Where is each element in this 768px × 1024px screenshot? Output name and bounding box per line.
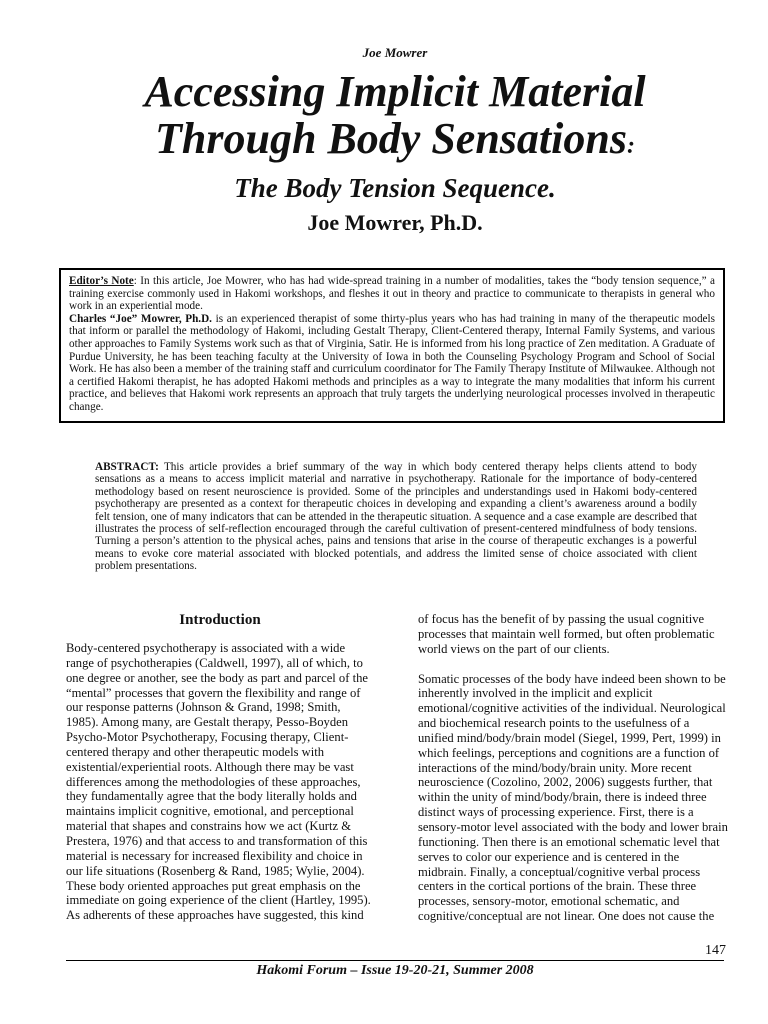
body-paragraph: of focus has the benefit of by passing the usual cognitive processes that maintain well formed, but often problematic world views on the part of our clients. xyxy=(418,612,715,656)
author-byline: Joe Mowrer, Ph.D. xyxy=(307,210,483,235)
author-bio-paragraph xyxy=(69,313,715,414)
article-title xyxy=(0,68,768,170)
editors-note-label-colon: : xyxy=(133,275,137,287)
title-line-2-text: Through Body Sensations xyxy=(155,114,627,163)
title-line-1: Accessing Implicit Material xyxy=(144,67,646,116)
body-paragraph: Body-centered psychotherapy is associated with a wide range of psychotherapies (Caldwell, 1997), all of which, to one degree or another, see the body as part and parcel of the “mental” processes that govern the flexibility and range of our response patterns (Johnson & Grand, 1998; Smith, 1985). Among many, are Gestalt therapy, Pesso-Boyden Psycho-Motor Psychotherapy, Focusing therapy, Client-centered therapy and other therapeutic models with existential/experiential roots. Although there may be vast differences among the methodologies of these approaches, they fundamentally agree that the body literally holds and maintains implicit cognitive, emotional, and perceptional material that shapes and constrains how we act (Kurtz & Prestera, 1976) and that access to and transformation of this material is necessary for increased flexibility and choice in our life situations (Rosenberg & Rand, 1985; Wylie, 2004). These body oriented approaches put great emphasis on the immediate on going experience of the client (Hartley, 1995). As adherents of these approaches have suggested, this kind xyxy=(66,641,371,923)
editors-note-box xyxy=(59,268,725,423)
page-number: 147 xyxy=(705,943,726,958)
running-author: Joe Mowrer xyxy=(362,45,428,60)
title-line-2 xyxy=(0,115,768,170)
body-column-left xyxy=(66,641,376,923)
editors-note-label: Editor’s Note xyxy=(69,275,134,287)
editors-note-paragraph xyxy=(69,275,715,313)
abstract-label: ABSTRACT: xyxy=(95,461,159,473)
article-subtitle: The Body Tension Sequence. xyxy=(234,173,556,203)
abstract-text: This article provides a brief summary of the way in which body centered therapy helps clients attend to body sensations as a means to access implicit material and narrative in psychotherapy. Rationale for the importance of body-centered methodology based on resent neuroscience is provided. Some of the principles and understandings used in Hakomi body-centered psychotherapy are presented as a context for therapeutic choices in developing and expanding a client’s awareness around a bodily felt tension, one of many indicators that can be attended in the therapeutic situation. A sequence and a case example are described that illustrates the process of self-reflection encouraged through the careful cultivation of present-centered mindfulness of body tensions. Turning a person’s attention to the physical aches, pains and tensions that arise in the course of therapeutic exchanges is a powerful means to evoke core material associated with blocked potentials, and address the limited sense of choice associated with client problem presentations. xyxy=(95,461,697,573)
abstract-paragraph xyxy=(95,461,697,573)
body-paragraph: Somatic processes of the body have indeed been shown to be inherently involved in the implicit and explicit emotional/cognitive activities of the individual. Neurological and biochemical research points to the usefulness of a unified mind/body/brain model (Siegel, 1999, Pert, 1999) in which feelings, perceptions and cognitions are a function of interactions of the mind/body/brain unity. More recent neuroscience (Cozolino, 2002, 2006) suggests further, that within the unity of mind/body/brain, there is indeed three distinct ways of processing experience. First, there is a sensory-motor level associated with the body and lower brain functioning. Then there is an emotional schematic level that serves to color our experience and is centered in the midbrain. Finally, a conceptual/cognitive verbal process centers in the cortical portions of the brain. These three processes, sensory-motor, emotional schematic, and cognitive/conceptual are not linear. One does not cause the xyxy=(418,671,728,924)
author-bio-text: is an experienced therapist of some thirty-plus years who has had training in many of the therapeutic models that inform or parallel the methodology of Hakomi, including Gestalt Therapy, Client-Centered therapy, Internal Family Systems, and various other approaches to Family Systems work such as that of Virginia, Satir. He is informed from his long practice of Zen meditation. A Graduate of Purdue University, he has been teaching faculty at the University of Iowa in both the Counseling Psychology Program and School of Social Work. He has also been a member of the training staff and curriculum coordinator for The Family Therapy Institute of Milwaukee. Although not a certified Hakomi therapist, he has adopted Hakomi methods and principles as a way to integrate the many modalities that inform his current practice, and believes that Hakomi work represents an approach that truly targets the underlying neurological processes involved in therapeutic change. xyxy=(69,312,715,413)
paragraph-gap xyxy=(418,657,728,672)
journal-footer: Hakomi Forum – Issue 19-20-21, Summer 2008 xyxy=(256,963,534,978)
title-colon: : xyxy=(626,133,635,159)
footer-rule xyxy=(66,960,724,961)
body-column-right xyxy=(418,612,728,924)
abstract xyxy=(95,461,697,573)
editors-note-text: In this article, Joe Mowrer, who has had wide-spread training in a number of modalities, takes the “body tension sequence,” a training exercise commonly used in Hakomi workshops, and fleshes it out in theory and practice to communicate to therapists in general who work in an experiential mode. xyxy=(69,275,715,313)
section-heading-introduction: Introduction xyxy=(179,612,261,628)
author-bio-name: Charles “Joe” Mowrer, Ph.D. xyxy=(69,312,212,325)
